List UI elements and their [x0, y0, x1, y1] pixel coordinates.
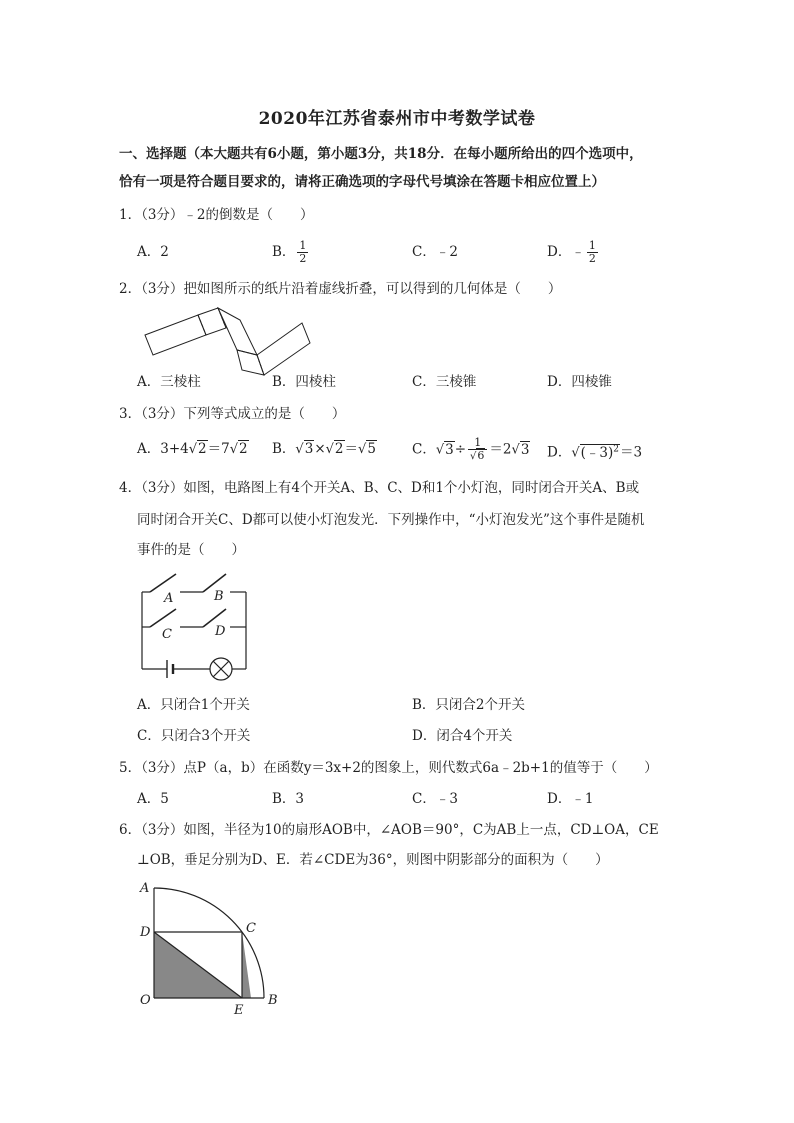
question-1-stem: 1．（3分）﹣2的倒数是（ ） — [119, 207, 314, 223]
net-face-3 — [218, 308, 257, 355]
label-d: D — [140, 925, 151, 940]
label-a: A — [164, 591, 174, 606]
question-1-option-d: D．﹣ $\frac{1}{2}$ — [547, 239, 596, 265]
net-face-5 — [257, 323, 310, 375]
label-a: A — [140, 881, 150, 896]
sector-figure — [138, 880, 288, 1018]
section-heading-line1: 一、选择题（本大题共有6小题，第小题3分，共18分．在每小题所给出的四个选项中， — [119, 146, 643, 162]
shaded-region-small — [242, 932, 251, 998]
question-4-option-d: D．闭合4个开关 — [412, 728, 513, 744]
question-3-option-d: D．√(﹣3)$^2$＝3 — [547, 444, 643, 461]
question-3-option-c: C．√3÷ $\frac{1}{√6}$ ＝2√3 — [412, 436, 530, 462]
label-o: O — [140, 993, 151, 1008]
net-face-1 — [145, 315, 206, 355]
fraction: $\frac{1}{2}$ — [299, 239, 307, 265]
page-title: 2020年江苏省泰州市中考数学试卷 — [258, 109, 536, 129]
switch-a — [150, 574, 176, 592]
question-2-option-c: C．三棱锥 — [412, 374, 477, 390]
question-4-stem-line3: 事件的是（ ） — [137, 542, 245, 558]
question-1-option-c: C．﹣2 — [412, 244, 458, 260]
question-5-option-b: B．3 — [272, 791, 305, 807]
question-5-option-a: A．5 — [137, 791, 169, 807]
question-3-option-a: A．3+4√2＝7√2 — [137, 441, 248, 457]
folding-net-figure — [140, 305, 320, 365]
circuit-diagram-figure — [140, 572, 260, 677]
question-4-option-c: C．只闭合3个开关 — [137, 728, 251, 744]
question-4-option-b: B．只闭合2个开关 — [412, 697, 526, 713]
question-2-stem: 2．（3分）把如图所示的纸片沿着虚线折叠，可以得到的几何体是（ ） — [119, 281, 562, 297]
question-3-option-b: B．√3×√2＝√5 — [272, 441, 376, 457]
question-6-stem-line2: ⊥OB，垂足分别为D、E．若∠CDE为36°，则图中阴影部分的面积为（ ） — [137, 852, 609, 868]
question-3-stem: 3．（3分）下列等式成立的是（ ） — [119, 406, 346, 422]
question-2-option-a: A．三棱柱 — [137, 374, 201, 390]
section-heading-line2: 恰有一项是符合题目要求的，请将正确选项的字母代号填涂在答题卡相应位置上） — [119, 174, 605, 190]
label-d: D — [215, 624, 226, 639]
label-c: C — [246, 921, 256, 936]
question-5-option-d: D．﹣1 — [547, 791, 594, 807]
question-4-option-a: A．只闭合1个开关 — [137, 697, 250, 713]
label-c: C — [162, 627, 172, 642]
net-face-2 — [198, 308, 226, 335]
switch-c — [150, 609, 176, 627]
question-4-stem-line2: 同时闭合开关C、D都可以使小灯泡发光．下列操作中，“小灯泡发光”这个事件是随机 — [137, 512, 645, 528]
question-1-option-b: B． $\frac{1}{2}$ — [272, 239, 307, 265]
fraction: $\frac{1}{2}$ — [588, 239, 596, 265]
question-2-option-b: B．四棱柱 — [272, 374, 336, 390]
question-2-option-d: D．四棱锥 — [547, 374, 612, 390]
question-5-option-c: C．﹣3 — [412, 791, 458, 807]
label-b: B — [268, 993, 278, 1008]
label-e: E — [234, 1003, 244, 1018]
question-6-stem-line1: 6．（3分）如图，半径为10的扇形AOB中，∠AOB＝90°，C为AB上一点，CD⊥OA，CE — [119, 822, 659, 838]
question-5-stem: 5．（3分）点P（a，b）在函数y＝3x+2的图象上，则代数式6a﹣2b+1的值等于（ ） — [119, 760, 658, 776]
fraction: $\frac{1}{√6}$ — [468, 437, 487, 463]
question-1-option-a: A．2 — [137, 244, 169, 260]
label-b: B — [214, 589, 224, 604]
question-4-stem-line1: 4．（3分）如图，电路图上有4个开关A、B、C、D和1个小灯泡，同时闭合开关A、B或 — [119, 480, 640, 496]
